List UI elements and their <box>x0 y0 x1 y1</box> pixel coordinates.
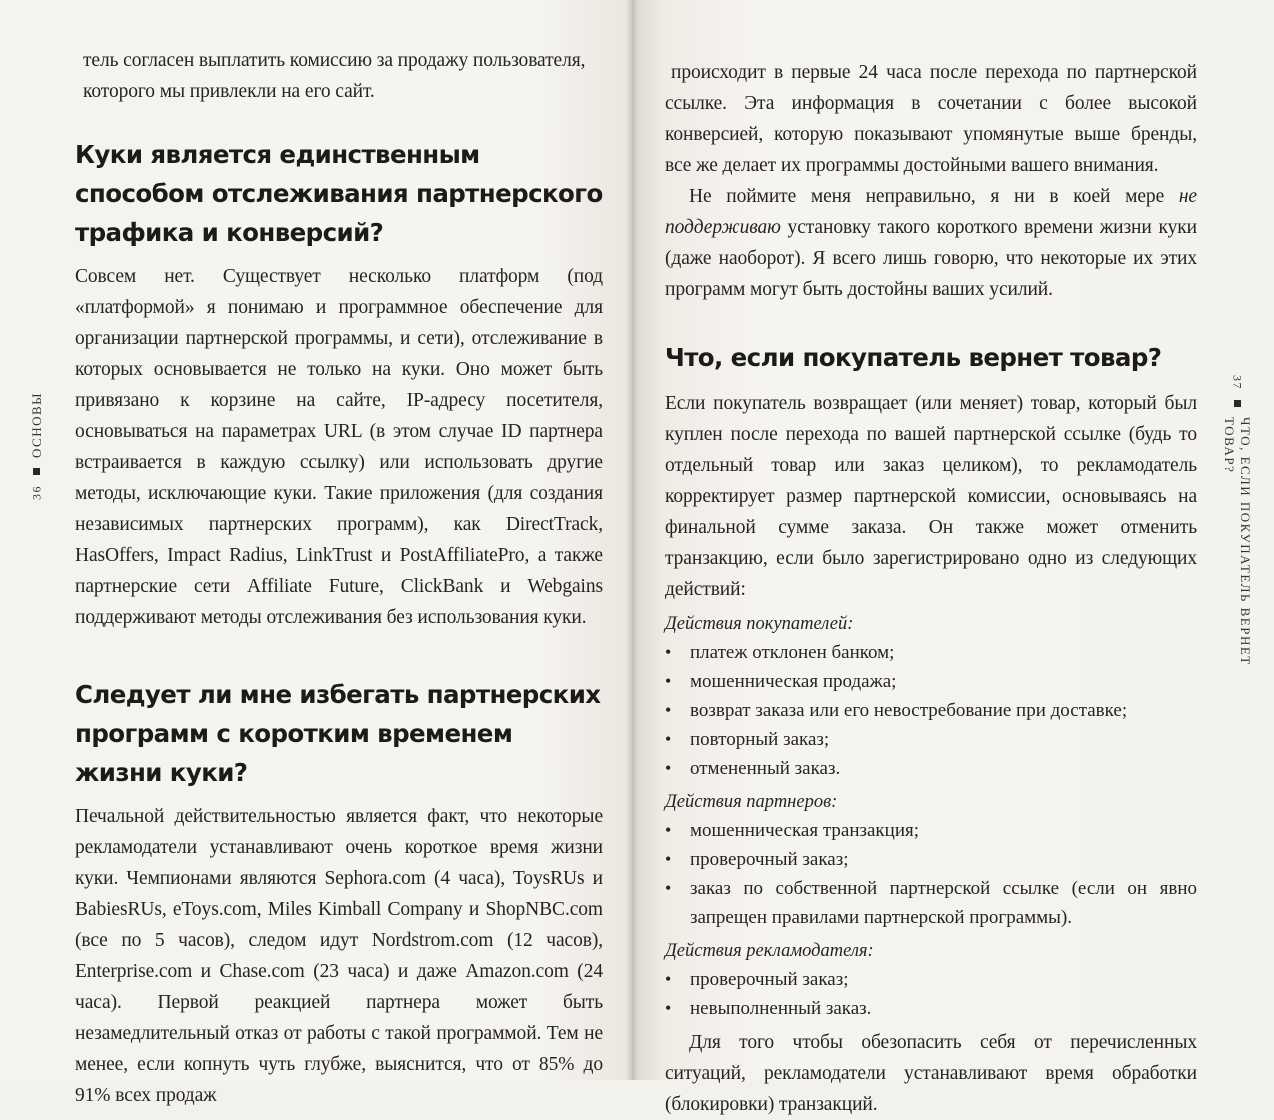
dont-misunderstand-paragraph <box>665 181 1197 305</box>
list-item <box>665 874 1197 932</box>
list-item <box>665 994 1197 1023</box>
bullet-icon: • <box>665 700 672 720</box>
list-item-text: мошенническая продажа; <box>690 671 897 692</box>
list-item-text: мошенническая транзакция; <box>690 820 920 841</box>
bullet-icon: • <box>665 671 672 691</box>
partners-actions-list <box>665 816 1197 932</box>
bullet-icon: • <box>665 820 672 840</box>
bullet-icon: • <box>665 969 672 989</box>
list-item-text: невыполненный заказ. <box>690 998 872 1019</box>
left-running-head <box>22 360 52 500</box>
final-paragraph: Для того чтобы обезопасить себя от перечисленных ситуаций, рекламодатели устанавливают время обработки (блокировки) транзакций. <box>665 1032 1197 1115</box>
bullet-icon: • <box>665 998 672 1018</box>
right-page-number: 37 <box>1230 375 1245 390</box>
advertiser-actions-label: Действия рекламодателя: <box>665 941 874 961</box>
bullet-icon: • <box>665 849 672 869</box>
cookie-only-paragraph: Совсем нет. Существует несколько платформ (под «платформой» я понимаю и программное обеспечение для организации партнерской программы, и сети), отслеживание в которых основывается не только на куки. Оно может быть привязано к корзине на сайте, IP-адресу посетителя, основываться на параметрах URL (в этом случае ID партнера встраивается в каждую ссылку) или использовать другие методы, исключающие куки. Такие приложения (для создания независимых партнерских программ), как DirectTrack, HasOffers, Impact Radius, LinkTrust и PostAffiliatePro, а также партнерские сети Affiliate Future, ClickBank и Webgains поддерживают методы отслеживания без использования куки. <box>75 266 603 628</box>
dont-text-after: установку такого короткого времени жизни куки (даже наоборот). Я всего лишь говорю, что некоторые их этих программ могут быть достойны ваших усилий. <box>665 217 1197 300</box>
list-item-text: отмененный заказ. <box>690 758 841 779</box>
right-page-content <box>665 57 1197 1120</box>
heading-cookie-only: Куки является единственным способом отслеживания партнерского трафика и конверсий? <box>75 140 603 247</box>
left-running-head-title: ОСНОВЫ <box>29 391 44 458</box>
list-item-text: платеж отклонен банком; <box>690 642 895 663</box>
right-running-head <box>1222 375 1252 715</box>
heading-buyer-returns: Что, если покупатель вернет товар? <box>665 343 1162 372</box>
list-item <box>665 638 1197 667</box>
buyers-actions-label: Действия покупателей: <box>665 614 854 634</box>
list-item-text: заказ по собственной партнерской ссылке (если он явно запрещен правилами партнерской программы). <box>690 878 1197 928</box>
list-item-text: проверочный заказ; <box>690 849 849 870</box>
book-gutter <box>626 0 638 1080</box>
list-item-text: возврат заказа или его невостребование при доставке; <box>690 700 1128 721</box>
list-item <box>665 816 1197 845</box>
dont-text-before: Не поймите меня неправильно, я ни в коей мере <box>689 186 1179 207</box>
bullet-icon: • <box>665 729 672 749</box>
list-item-text: проверочный заказ; <box>690 969 849 990</box>
running-head-marker-icon <box>1234 400 1241 407</box>
avoid-paragraph: Печальной действительностью является факт, что некоторые рекламодатели устанавливают очень короткое время жизни куки. Чемпионами являются Sephora.com (4 часа), ToysRUs и BabiesRUs, eToys.com, Miles Kimball Company и ShopNBC.com (все по 5 часов), следом идут Nordstrom.com (12 часов), Enterprise.com и Chase.com (23 часа) и даже Amazon.com (24 часа). Первой реакцией партнера может быть незамедлительный отказ от работы с такой программой. Тем не менее, если копнуть чуть глубже, выяснится, что от 85% до 91% всех продаж <box>75 806 603 1106</box>
heading-avoid-short-cookie: Следует ли мне избегать партнерских программ с коротким временем жизни куки? <box>75 680 601 787</box>
bullet-icon: • <box>665 642 672 662</box>
bullet-icon: • <box>665 878 672 898</box>
right-running-head-title: ЧТО, ЕСЛИ ПОКУПАТЕЛЬ ВЕРНЕТ ТОВАР? <box>1222 416 1253 666</box>
left-page-content <box>75 45 603 1111</box>
list-item-text: повторный заказ; <box>690 729 830 750</box>
running-head-marker-icon <box>34 468 41 475</box>
dont-emphasis: не поддерживаю <box>665 186 1197 238</box>
list-item <box>665 667 1197 696</box>
buyers-actions-list <box>665 638 1197 783</box>
list-item <box>665 696 1197 725</box>
left-intro-paragraph: тель согласен выплатить комиссию за продажу пользователя, которого мы привлекли на его сайт. <box>83 50 586 102</box>
list-item <box>665 754 1197 783</box>
bullet-icon: • <box>665 758 672 778</box>
return-paragraph: Если покупатель возвращает (или меняет) товар, который был куплен после перехода по вашей партнерской ссылке (будь то отдельный товар или заказ целиком), то рекламодатель корректирует размер партнерской комиссии, основываясь на финальной сумме заказа. Он также может отменить транзакцию, если было зарегистрировано одно из следующих действий: <box>665 393 1197 600</box>
continued-paragraph: происходит в первые 24 часа после перехода по партнерской ссылке. Эта информация в сочетании с более высокой конверсией, которую показывают упомянутые выше бренды, все же делает их программы достойными вашего внимания. <box>665 62 1197 176</box>
advertiser-actions-list <box>665 965 1197 1023</box>
left-page-number: 36 <box>29 485 44 500</box>
list-item <box>665 725 1197 754</box>
partners-actions-label: Действия партнеров: <box>665 792 838 812</box>
list-item <box>665 845 1197 874</box>
list-item <box>665 965 1197 994</box>
